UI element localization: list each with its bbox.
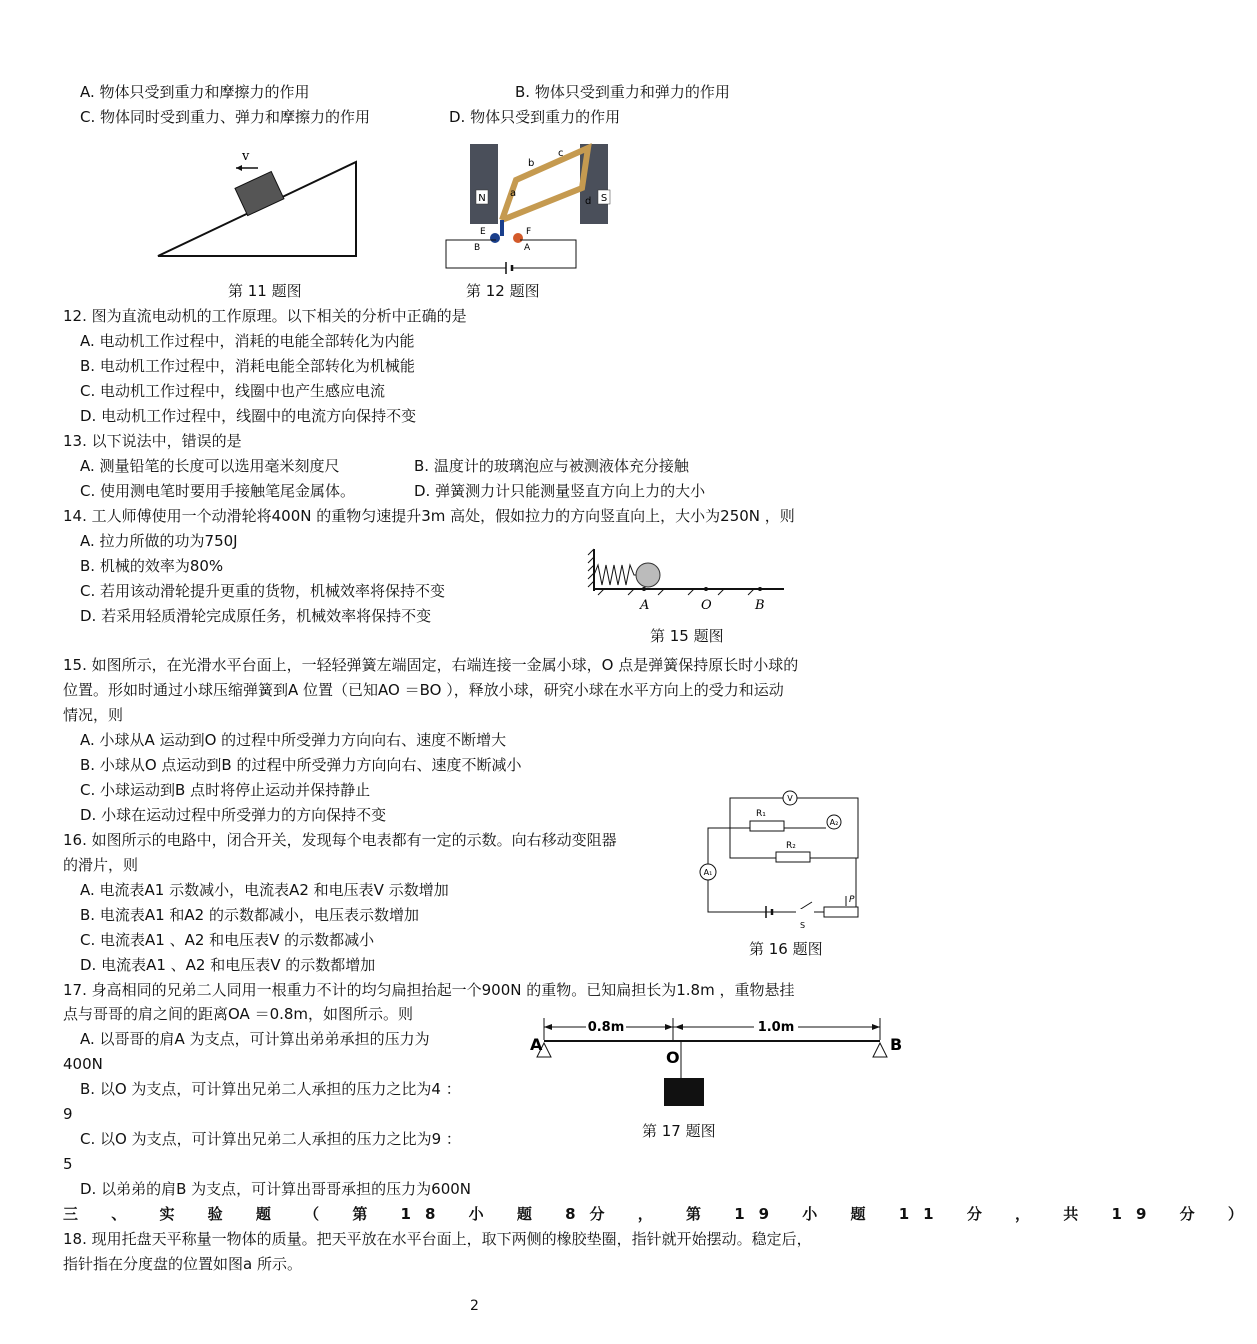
svg-text:0.8m: 0.8m bbox=[587, 1020, 625, 1035]
figure-16-caption: 第 16 题图 bbox=[749, 940, 823, 958]
q12-option-b: B. 电动机工作过程中，消耗电能全部转化为机械能 bbox=[80, 357, 415, 375]
page-number: 2 bbox=[470, 1298, 479, 1314]
heavy-object bbox=[664, 1078, 704, 1106]
q12-stem: 12. 图为直流电动机的工作原理。以下相关的分析中正确的是 bbox=[63, 307, 467, 325]
figure-11-caption: 第 11 题图 bbox=[228, 282, 302, 300]
q11-option-b: B. 物体只受到重力和弹力的作用 bbox=[515, 83, 730, 101]
q12-option-a: A. 电动机工作过程中，消耗的电能全部转化为内能 bbox=[80, 332, 415, 350]
q13-option-d: D. 弹簧测力计只能测量竖直方向上力的大小 bbox=[414, 482, 706, 500]
coil-loop bbox=[502, 148, 588, 220]
svg-text:B: B bbox=[474, 243, 481, 253]
spring bbox=[594, 565, 636, 585]
q17-option-b-line1: B. 以O 为支点，可计算出兄弟二人承担的压力之比为4 ： bbox=[80, 1080, 461, 1098]
q13-option-a: A. 测量铅笔的长度可以选用毫米刻度尺 bbox=[80, 457, 340, 475]
figure-15-spring bbox=[588, 545, 788, 617]
figure-11-incline bbox=[150, 148, 365, 263]
brush-e bbox=[490, 233, 500, 243]
q18-stem-line1: 18. 现用托盘天平称量一物体的质量。把天平放在水平台面上，取下两侧的橡胶垫圈，指针就开始摆动。稳定后， bbox=[63, 1230, 812, 1248]
figure-15-caption: 第 15 题图 bbox=[650, 627, 724, 645]
q15-stem-line2: 位置。形如时通过小球压缩弹簧到A 位置（已知AO ＝BO ），释放小球，研究小球在水平方向上的受力和运动 bbox=[63, 681, 784, 699]
q17-option-c-line2: 5 bbox=[63, 1155, 73, 1173]
q16-option-c: C. 电流表A1 、A2 和电压表V 的示数都减小 bbox=[80, 931, 375, 949]
q13-stem: 13. 以下说法中，错误的是 bbox=[63, 432, 242, 450]
q11-option-c: C. 物体同时受到重力、弹力和摩擦力的作用 bbox=[80, 108, 371, 126]
figure-12-motor bbox=[440, 140, 640, 280]
q12-option-d: D. 电动机工作过程中，线圈中的电流方向保持不变 bbox=[80, 407, 417, 425]
q18-stem-line2: 指针指在分度盘的位置如图a 所示。 bbox=[63, 1255, 302, 1273]
q15-option-a: A. 小球从A 运动到O 的过程中所受弹力方向向右、速度不断增大 bbox=[80, 731, 507, 749]
q11-option-d: D. 物体只受到重力的作用 bbox=[449, 108, 621, 126]
svg-text:F: F bbox=[526, 227, 532, 237]
svg-text:A₂: A₂ bbox=[829, 818, 839, 827]
figure-12-caption: 第 12 题图 bbox=[466, 282, 540, 300]
resistor-r2 bbox=[776, 852, 810, 862]
svg-text:N: N bbox=[478, 193, 486, 204]
q16-stem-line1: 16. 如图所示的电路中，闭合开关，发现每个电表都有一定的示数。向右移动变阻器 bbox=[63, 831, 617, 849]
q14-option-b: B. 机械的效率为80% bbox=[80, 557, 224, 575]
q17-option-d: D. 以弟弟的肩B 为支点，可计算出哥哥承担的压力为600N bbox=[80, 1180, 471, 1198]
resistor-r1 bbox=[750, 821, 784, 831]
q16-option-a: A. 电流表A1 示数减小，电流表A2 和电压表V 示数增加 bbox=[80, 881, 449, 899]
q17-stem-line2: 点与哥哥的肩之间的距离OA ＝0.8m，如图所示。则 bbox=[63, 1005, 414, 1023]
q13-option-c: C. 使用测电笔时要用手接触笔尾金属体。 bbox=[80, 482, 356, 500]
q15-stem-line1: 15. 如图所示，在光滑水平台面上，一轻轻弹簧左端固定，右端连接一金属小球，O 点是弹簧保持原长时小球的 bbox=[63, 656, 799, 674]
svg-text:P: P bbox=[849, 895, 855, 905]
q14-stem: 14. 工人师傅使用一个动滑轮将400N 的重物匀速提升3m 高处，假如拉力的方向竖直向上，大小为250N ，则 bbox=[63, 507, 795, 525]
figure-16-circuit bbox=[696, 788, 866, 934]
q14-option-c: C. 若用该动滑轮提升更重的货物，机械效率将保持不变 bbox=[80, 582, 446, 600]
figure-17-caption: 第 17 题图 bbox=[642, 1122, 716, 1140]
metal-ball bbox=[636, 563, 660, 587]
svg-text:c: c bbox=[558, 148, 564, 159]
svg-text:B: B bbox=[890, 1035, 903, 1054]
q17-option-a-line1: A. 以哥哥的肩A 为支点，可计算出弟弟承担的压力为 bbox=[80, 1030, 430, 1048]
svg-text:1.0m: 1.0m bbox=[757, 1020, 795, 1035]
q16-stem-line2: 的滑片，则 bbox=[63, 856, 139, 874]
q12-option-c: C. 电动机工作过程中，线圈中也产生感应电流 bbox=[80, 382, 386, 400]
q17-stem-line1: 17. 身高相同的兄弟二人同用一根重力不计的均匀扁担抬起一个900N 的重物。已知扁担长为1.8m ，重物悬挂 bbox=[63, 981, 795, 999]
svg-text:b: b bbox=[528, 158, 535, 169]
q16-option-d: D. 电流表A1 、A2 和电压表V 的示数都增加 bbox=[80, 956, 376, 974]
block-on-incline bbox=[235, 172, 284, 216]
svg-text:V: V bbox=[787, 794, 793, 803]
rheostat bbox=[824, 907, 858, 917]
figure-17-lever bbox=[528, 1012, 908, 1112]
q15-stem-line3: 情况，则 bbox=[63, 706, 124, 724]
motor-circuit-wire-right bbox=[512, 240, 576, 268]
q17-option-b-line2: 9 bbox=[63, 1105, 73, 1123]
velocity-label: v bbox=[242, 149, 250, 164]
svg-text:R₁: R₁ bbox=[756, 809, 766, 819]
svg-text:B: B bbox=[755, 598, 765, 613]
q15-option-b: B. 小球从O 点运动到B 的过程中所受弹力方向向右、速度不断减小 bbox=[80, 756, 522, 774]
support-b bbox=[873, 1043, 887, 1057]
svg-text:S: S bbox=[600, 193, 608, 204]
brush-f bbox=[513, 233, 523, 243]
section-heading-experiments: 三 、 实 验 题 （ 第 18 小 题 8分 ， 第 19 小 题 11 分 ， 共 19 分 ） bbox=[63, 1205, 1257, 1223]
svg-text:E: E bbox=[480, 227, 486, 237]
q13-option-b: B. 温度计的玻璃泡应与被测液体充分接触 bbox=[414, 457, 689, 475]
svg-text:O: O bbox=[701, 598, 712, 613]
svg-text:A: A bbox=[640, 598, 650, 613]
q16-option-b: B. 电流表A1 和A2 的示数都减小，电压表示数增加 bbox=[80, 906, 419, 924]
svg-text:O: O bbox=[666, 1048, 680, 1067]
q15-option-c: C. 小球运动到B 点时将停止运动并保持静止 bbox=[80, 781, 371, 799]
q17-option-a-line2: 400N bbox=[63, 1055, 103, 1073]
svg-text:A₁: A₁ bbox=[703, 868, 713, 877]
svg-text:A: A bbox=[524, 243, 531, 253]
q15-option-d: D. 小球在运动过程中所受弹力的方向保持不变 bbox=[80, 806, 387, 824]
svg-text:A: A bbox=[530, 1035, 543, 1054]
svg-text:S: S bbox=[800, 921, 806, 930]
q14-option-a: A. 拉力所做的功为750J bbox=[80, 532, 238, 550]
q17-option-c-line1: C. 以O 为支点，可计算出兄弟二人承担的压力之比为9 ： bbox=[80, 1130, 461, 1148]
q11-option-a: A. 物体只受到重力和摩擦力的作用 bbox=[80, 83, 310, 101]
svg-text:R₂: R₂ bbox=[786, 841, 796, 851]
q14-option-d: D. 若采用轻质滑轮完成原任务，机械效率将保持不变 bbox=[80, 607, 432, 625]
svg-text:d: d bbox=[585, 196, 592, 207]
svg-text:a: a bbox=[510, 188, 517, 199]
